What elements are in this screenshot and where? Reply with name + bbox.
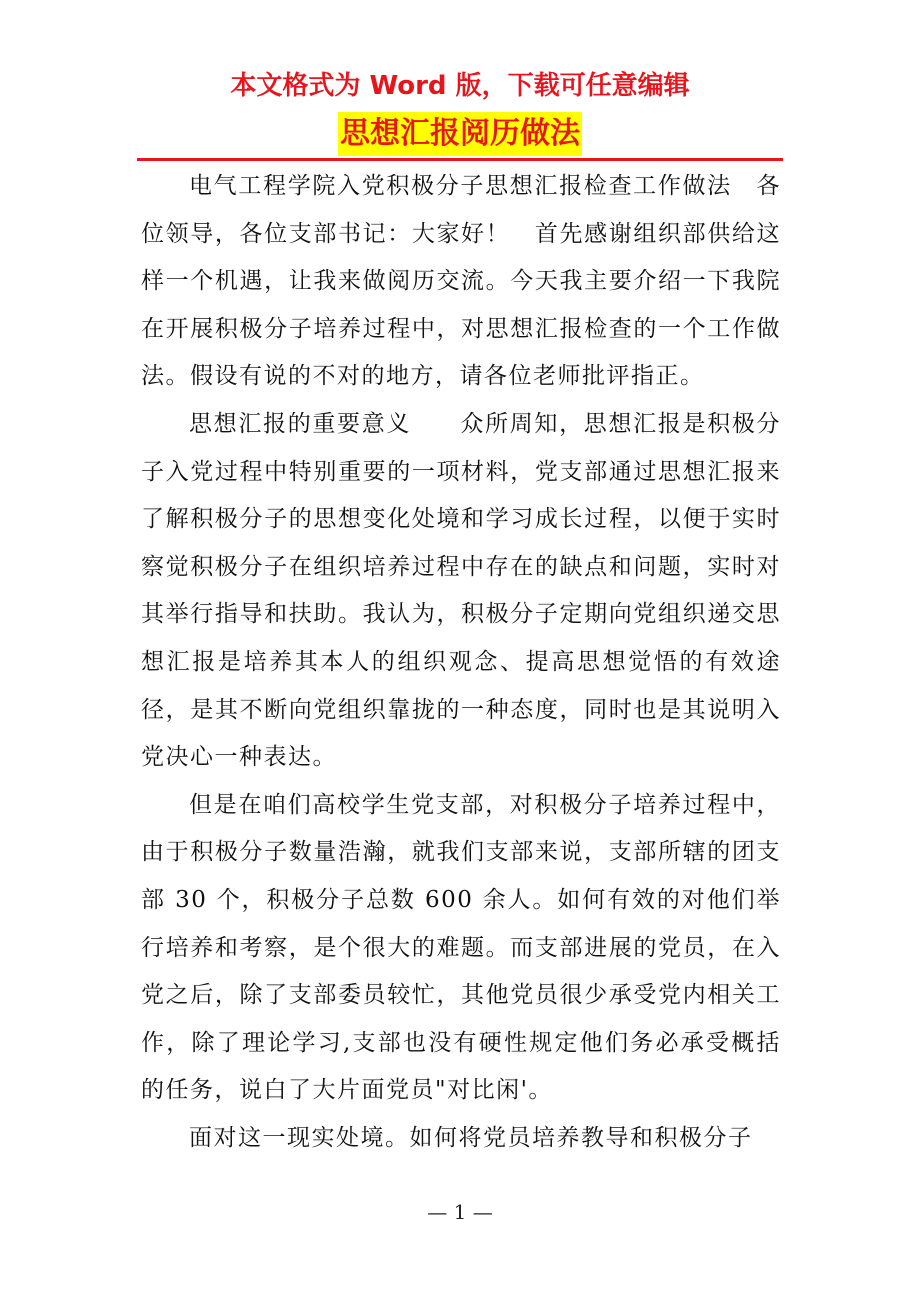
paragraph-challenge: 但是在咱们高校学生党支部，对积极分子培养过程中，由于积极分子数量浩瀚，就我们支部来说，支部所辖的团支部 30 个，积极分子总数 600 余人。如何有效的对他们举行培养和考察，是个很大的难题。而支部进展的党员，在入党之后，除了支部委员较忙，其他党员很少承受党内相关工作，除了理论学习,支部也没有硬性规定他们务必承受概括的任务，说白了大片面党员"对比闲'。 (141, 791, 781, 1104)
download-banner: 本文格式为 Word 版，下载可任意编辑 (230, 71, 690, 101)
paragraph-significance: 思想汇报的重要意义 众所周知，思想汇报是积极分子入党过程中特别重要的一项材料，党支部通过思想汇报来了解积极分子的思想变化处境和学习成长过程，以便于实时察觉积极分子在组织培养过程中存在的缺点和问题，实时对其举行指导和扶助。我认为，积极分子定期向党组织递交思想汇报是培养其本人的组织观念、提高思想觉悟的有效途径，是其不断向党组织靠拢的一种态度，同时也是其说明入党决心一种表达。 (141, 410, 781, 771)
document-title: 思想汇报阅历做法 (338, 112, 582, 156)
page-number: — 1 — (427, 1200, 493, 1224)
title-divider (137, 158, 783, 161)
paragraph-intro: 电气工程学院入党积极分子思想汇报检查工作做法 各位领导，各位支部书记：大家好！ 首先感谢组织部供给这样一个机遇，让我来做阅历交流。今天我主要介绍一下我院在开展积极分子培养过程中，对思想汇报检查的一个工作做法。假设有说的不对的地方，请各位老师批评指正。 (141, 173, 781, 390)
paragraph-response: 面对这一现实处境。如何将党员培养教导和积极分子 (189, 1124, 753, 1151)
document-body (141, 163, 781, 1162)
title-wrapper (0, 112, 920, 156)
